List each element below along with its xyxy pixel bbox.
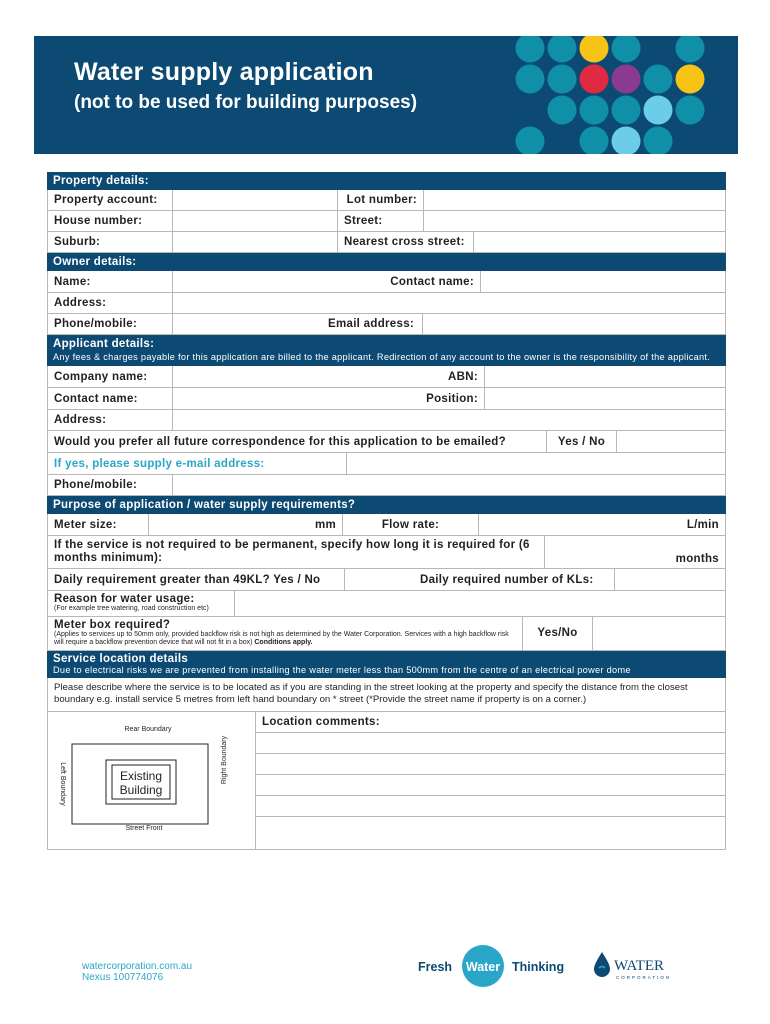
section-service-location: Service location details Due to electrical risks we are prevented from installing the water meter less than 500mm from the centre of an electrical power dome [47,651,726,678]
label-owner-email: Email address: [328,318,415,330]
fresh-water-thinking-logo [418,944,578,988]
decorative-dot [516,65,545,94]
decorative-dot [612,96,641,125]
service-location-note: Due to electrical risks we are prevented from installing the water meter less than 500mm from the centre of an electrical power dome [53,664,631,675]
label-daily-kls: Daily required number of KLs: [420,573,594,586]
owner-phone-field[interactable] [172,314,322,334]
conditions-apply: Conditions apply. [254,639,313,646]
applicant-email-field[interactable] [346,453,725,474]
label-company-name: Company name: [54,370,148,383]
row-meter-box [47,617,726,651]
decorative-dot [516,36,545,63]
decorative-dot [644,127,673,155]
label-house-number: House number: [54,215,143,227]
location-comments-area [256,712,725,849]
svg-text:Fresh: Fresh [418,960,453,974]
service-location-instructions: Please describe where the service is to be located as if you are standing in the street looking at the property and specify the distance from the closest boundary e.g. install service 5 metres from left hand boundary on * street (*Provide the street name if property is on a corner.) [47,678,726,712]
label-meter-box: Meter box required? [54,618,171,631]
flow-rate-field[interactable] [478,514,725,535]
reason-label-block [48,591,234,616]
label-temporary-duration: If the service is not required to be permanent, specify how long it is required for (6 months minimum): [54,539,530,564]
decorative-dot [548,36,577,63]
decorative-dot [676,65,705,94]
applicant-contact-field[interactable] [172,388,404,409]
label-applicant-address: Address: [54,414,107,426]
row-owner-name [47,271,726,293]
section-applicant: Applicant details: Any fees & charges payable for this application are billed to the applicant. Redirection of any account to the owner is the responsibility of the applicant. [47,335,726,366]
row-house-number [47,211,726,232]
label-meter-size: Meter size: [54,518,117,531]
label-applicant-phone: Phone/mobile: [54,479,138,491]
row-suburb [47,232,726,253]
decorative-dot [676,36,705,63]
temporary-duration-field[interactable] [544,536,725,568]
abn-field[interactable] [484,366,725,387]
owner-address-field[interactable] [172,293,725,313]
location-block [47,712,726,850]
row-applicant-contact [47,388,726,410]
boundary-diagram-svg [48,712,256,850]
label-email-prompt: If yes, please supply e-mail address: [54,457,265,470]
page-subtitle: (not to be used for building purposes) [74,92,418,113]
meter-box-yes-no-toggle[interactable]: Yes/No [522,617,592,650]
decorative-dot [676,96,705,125]
header-banner [34,36,738,154]
label-owner-address: Address: [54,297,107,309]
row-applicant-phone [47,475,726,496]
row-owner-phone [47,314,726,335]
label-property-account: Property account: [54,194,158,206]
property-account-field[interactable] [172,190,337,210]
existing-building-line2: Building [119,782,163,797]
svg-text:WATER: WATER [614,958,664,974]
meter-box-blank [592,617,725,650]
label-applicant-contact: Contact name: [54,392,138,405]
page-title: Water supply application [74,58,374,86]
label-flow-rate: Flow rate: [342,514,478,535]
company-name-field[interactable] [172,366,430,387]
row-temporary-duration [47,536,726,569]
decorative-dot [612,36,641,63]
boundary-diagram [48,712,256,849]
row-email-address [47,453,726,475]
nexus-number: Nexus 100774076 [82,972,164,983]
email-preference-blank [616,431,725,452]
label-position: Position: [426,392,478,405]
applicant-note: Any fees & charges payable for this application are billed to the applicant. Redirection of any account to the owner is the responsibility of the applicant. [53,352,711,362]
suburb-field[interactable] [172,232,337,252]
house-number-field[interactable] [172,211,337,231]
unit-months: months [675,553,719,565]
unit-mm: mm [314,518,336,531]
reason-field[interactable] [234,591,725,616]
owner-email-field[interactable] [422,314,725,334]
unit-lmin: L/min [686,518,719,531]
label-nearest-cross-street: Nearest cross street: [337,232,473,252]
label-lot-number: Lot number: [337,190,423,210]
label-daily-requirement: Daily requirement greater than 49KL? Yes / No [54,573,321,586]
label-street: Street: [337,211,423,231]
reason-note: (For example tree watering, road construction etc) [54,605,209,612]
applicant-phone-field[interactable] [172,475,725,495]
row-email-preference [47,431,726,453]
row-reason [47,591,726,617]
label-reason: Reason for water usage: [54,593,195,605]
lot-number-field[interactable] [423,190,725,210]
meter-size-field[interactable] [148,514,342,535]
row-daily-requirement [47,569,726,591]
row-property-account [47,190,726,211]
owner-name-field[interactable] [172,271,376,292]
section-owner: Owner details: [47,253,726,271]
decorative-dot [612,65,641,94]
website-link[interactable]: watercorporation.com.au [82,961,193,972]
decorative-dot [580,36,609,63]
decorative-dot [580,65,609,94]
svg-text:Water: Water [465,960,501,974]
row-meter-size [47,514,726,536]
comment-line[interactable] [256,733,725,754]
comment-line[interactable] [256,775,725,796]
section-purpose: Purpose of application / water supply requirements? [47,496,726,514]
decorative-dot [644,96,673,125]
decorative-dot [612,127,641,155]
decorative-dot [548,96,577,125]
label-location-comments: Location comments: [256,712,725,733]
position-field[interactable] [484,388,725,409]
decorative-dots [512,36,738,154]
meter-box-label-block [48,617,522,650]
decorative-dot [580,127,609,155]
row-owner-address [47,293,726,314]
svg-text:Thinking: Thinking [512,960,565,974]
meter-box-note: (Applies to services up to 50mm only, provided backflow risk is not high as determined by the Water Corporation. Services with a high backflow risk will require a backflow prevention device that will not fit in a box) Conditions apply. [54,630,509,646]
owner-contact-name-field[interactable] [480,271,725,292]
decorative-dot [580,96,609,125]
decorative-dot [548,65,577,94]
label-owner-phone: Phone/mobile: [54,318,138,330]
right-boundary-label: Right Boundary [221,735,228,784]
label-email-question: Would you prefer all future correspondence for this application to be emailed? [54,435,506,448]
daily-kls-field[interactable] [614,569,725,590]
applicant-address-field[interactable] [172,410,725,430]
email-yes-no-toggle[interactable]: Yes / No [546,431,616,452]
comment-line[interactable] [256,817,725,838]
nearest-cross-street-field[interactable] [473,232,725,252]
section-property: Property details: [47,172,726,190]
label-abn: ABN: [448,370,478,383]
comment-line[interactable] [256,754,725,775]
street-field[interactable] [423,211,725,231]
label-owner-name: Name: [54,275,91,288]
application-form [47,172,726,850]
row-company-name [47,366,726,388]
daily-requirement-field[interactable] [344,569,414,590]
label-suburb: Suburb: [54,236,101,248]
rear-boundary-label: Rear Boundary [124,725,172,733]
comment-line[interactable] [256,796,725,817]
water-corporation-logo [590,944,690,988]
row-applicant-address [47,410,726,431]
svg-text:CORPORATION: CORPORATION [616,975,672,980]
decorative-dot [516,127,545,155]
decorative-dot [644,65,673,94]
existing-building-line1: Existing [119,768,163,783]
label-owner-contact-name: Contact name: [390,275,474,288]
left-boundary-label: Left Boundary [59,761,66,806]
footer-left [82,961,192,983]
street-front-label: Street Front [125,824,163,832]
